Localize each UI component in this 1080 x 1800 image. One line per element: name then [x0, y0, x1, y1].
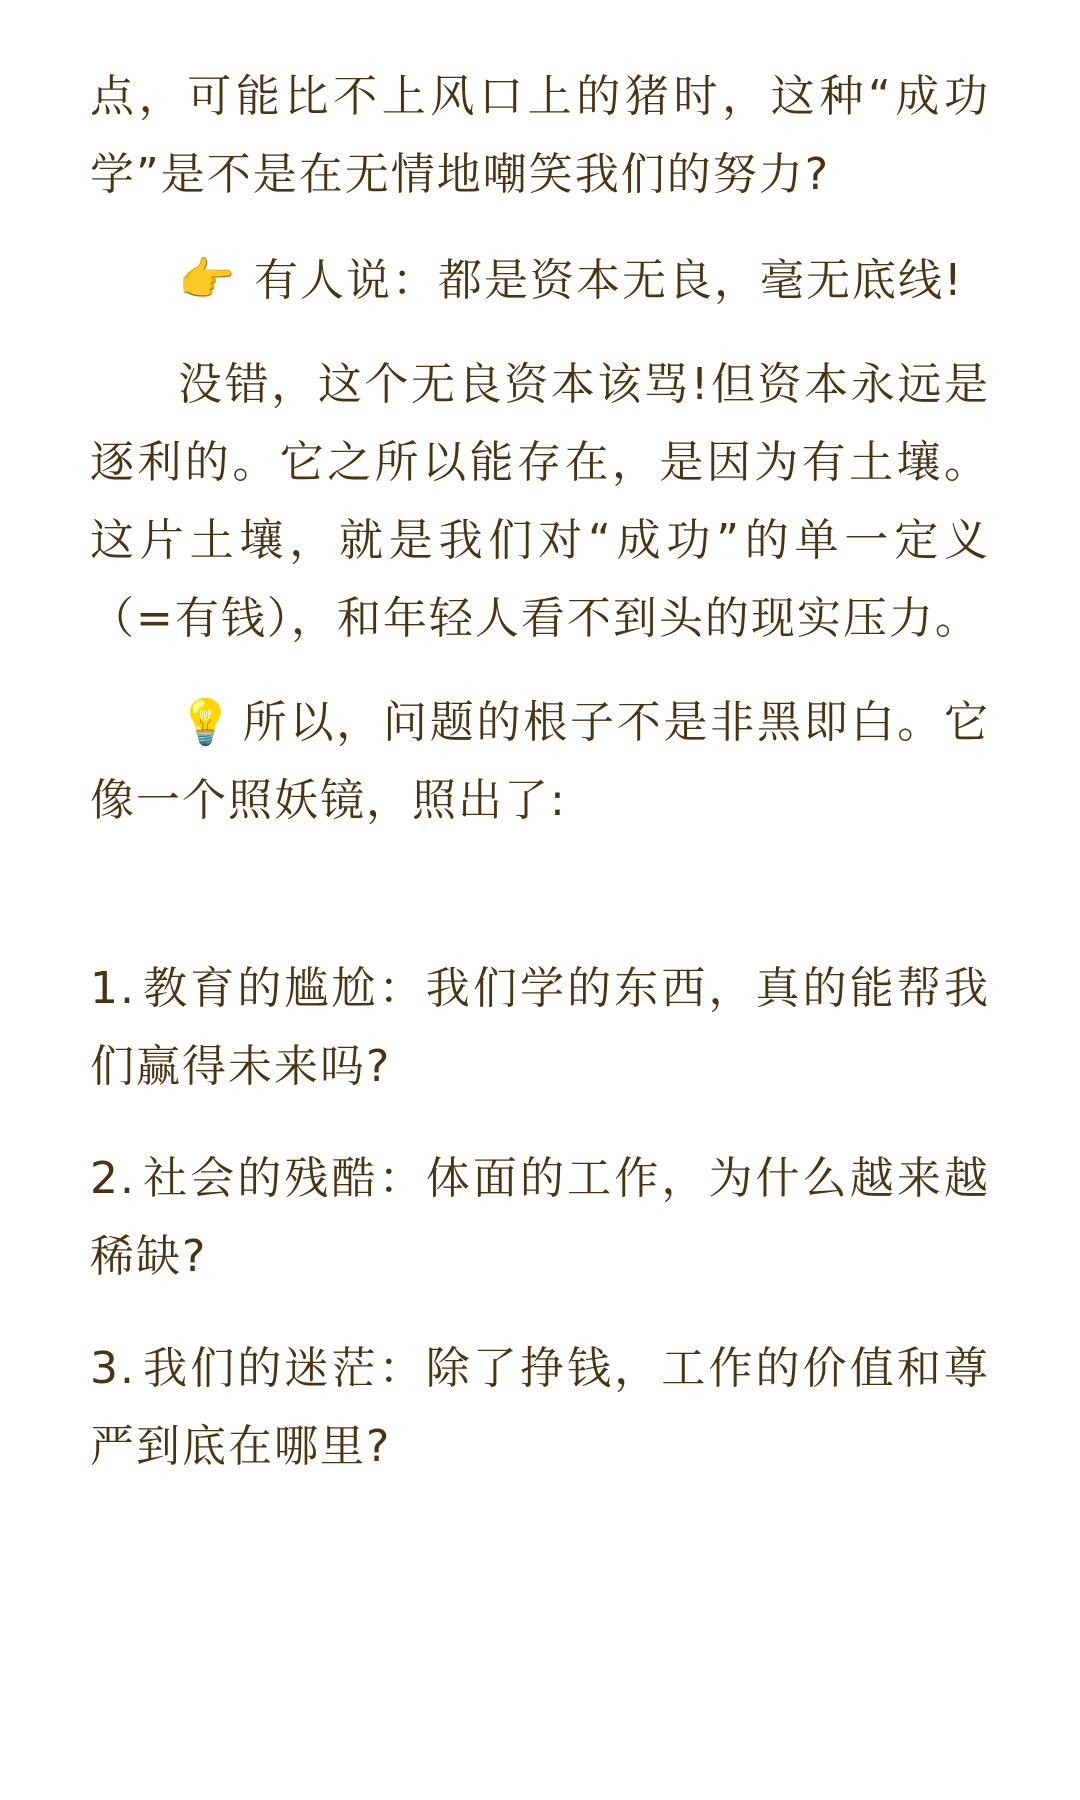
list-item-text: 我们的迷茫：除了挣钱，工作的价值和尊严到底在哪里?	[90, 1343, 990, 1472]
numbered-list	[90, 950, 990, 1486]
paragraph-1-text: 点，可能比不上风口上的猪时，这种“成功学”是不是在无情地嘲笑我们的努力?	[90, 71, 990, 200]
paragraph-2-text: 有人说：都是资本无良，毫无底线!	[254, 255, 964, 306]
paragraph-4-text: 所以，问题的根子不是非黑即白。它像一个照妖镜，照出了:	[90, 697, 990, 826]
paragraph-3	[90, 346, 990, 658]
list-item-number: 2.	[90, 1153, 136, 1204]
paragraph-4	[90, 684, 990, 840]
light-bulb-icon: 💡	[178, 697, 235, 748]
article-body	[90, 58, 990, 1520]
paragraph-1	[90, 58, 990, 214]
list-item	[90, 950, 990, 1106]
list-item-number: 1.	[90, 963, 136, 1014]
pointing-hand-icon: 👉	[178, 252, 238, 306]
list-item-text: 社会的残酷：体面的工作，为什么越来越稀缺?	[90, 1153, 990, 1282]
list-item-text: 教育的尴尬：我们学的东西，真的能帮我们赢得未来吗?	[90, 963, 990, 1092]
list-item	[90, 1330, 990, 1486]
paragraph-3-text: 没错，这个无良资本该骂!但资本永远是逐利的。它之所以能存在，是因为有土壤。这片土壤，就是我们对“成功”的单一定义（=有钱），和年轻人看不到头的现实压力。	[90, 359, 990, 644]
list-item-number: 3.	[90, 1343, 136, 1394]
list-item	[90, 1140, 990, 1296]
paragraph-2	[90, 240, 990, 320]
